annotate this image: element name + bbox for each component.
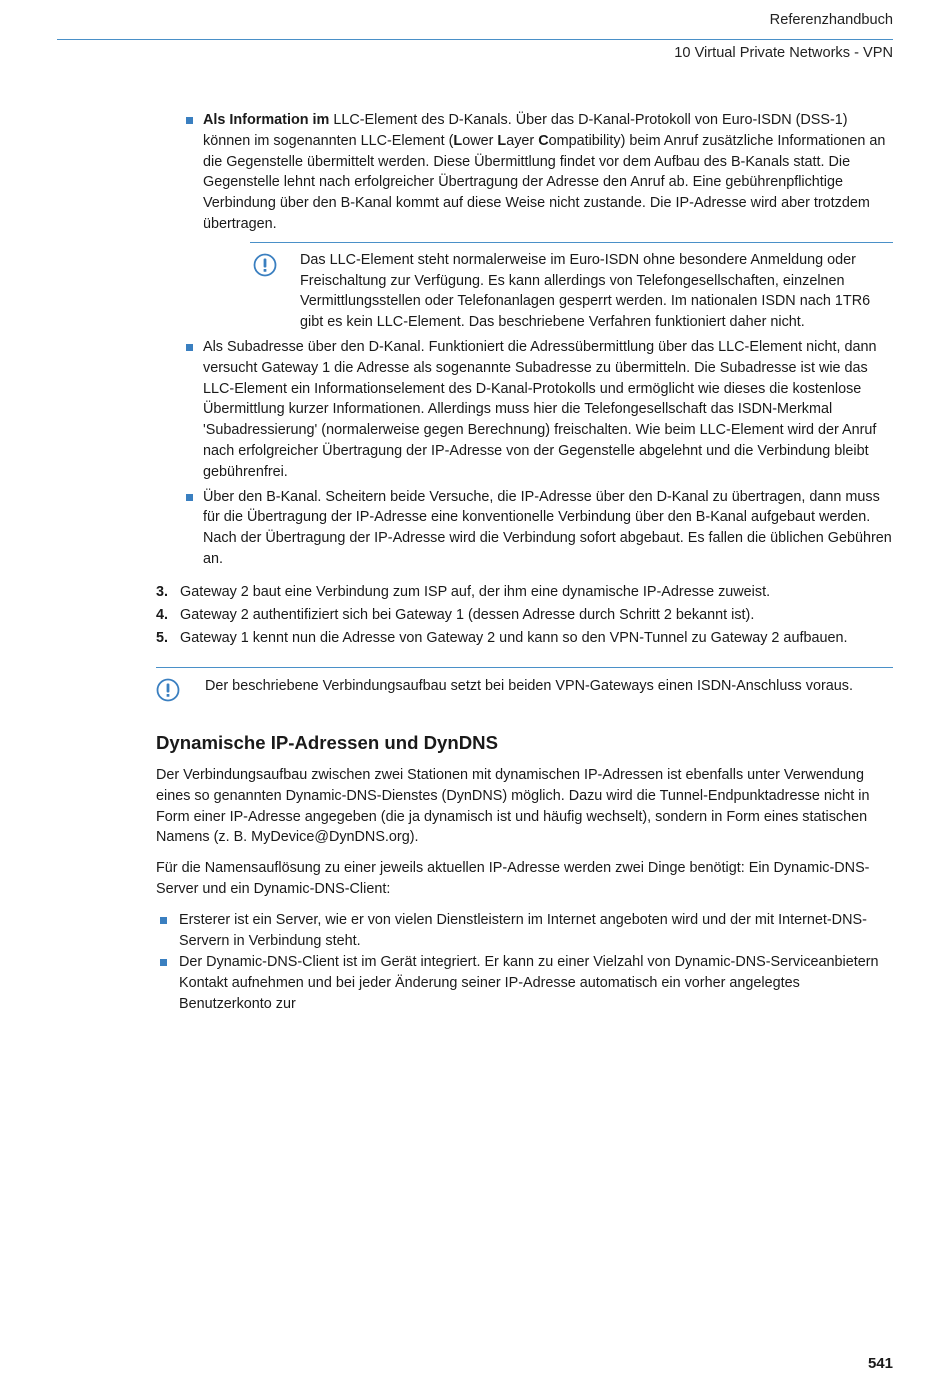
- square-bullet-icon: [186, 344, 193, 351]
- square-bullet-icon: [160, 917, 167, 924]
- bullet-lead: Als Information im: [203, 112, 330, 128]
- square-bullet-icon: [186, 494, 193, 501]
- square-bullet-icon: [160, 959, 167, 966]
- step-item: 3. Gateway 2 baut eine Verbindung zum ISP auf, der ihm eine dynamische IP-Adresse zuweist.: [156, 583, 771, 600]
- header-subtitle: 10 Virtual Private Networks - VPN: [674, 45, 893, 61]
- page-header: [674, 10, 893, 63]
- list-item: Über den B-Kanal. Scheitern beide Versuche, die IP-Adresse über den D-Kanal zu übertragen, dann muss für die Übertragung der IP-Adresse eine konventionelle Verbindung über den B-Kanal aufgebaut werden. Nach der Übertragung der IP-Adresse wird die Verbindung sofort abgebaut. Es fallen die üblichen Gebühren an.: [156, 487, 893, 570]
- note-isdn: [156, 667, 893, 697]
- header-title: Referenzhandbuch: [769, 12, 893, 28]
- note-text: Das LLC-Element steht normalerweise im Euro-ISDN ohne besondere Anmeldung oder Freischaltung zur Verfügung. Es kann allerdings von Telefongesellschaften, einzelnen Vermittlungsstellen oder Telefonanlagen gesperrt werden. Im nationalen ISDN nach 1TR6 gibt es kein LLC-Element. Das beschriebene Verfahren funktioniert daher nicht.: [300, 251, 871, 331]
- note-llc: [250, 242, 893, 333]
- exclamation-circle-icon: [253, 253, 277, 277]
- page-number: 541: [867, 1355, 893, 1372]
- list-item: Als Information im LLC-Element des D-Kanals. Über das D-Kanal-Protokoll von Euro-ISDN (DSS-1) können im sogenannten LLC-Element (Lower Layer Compatibility) beim Anruf zusätzliche Informationen an die Gegenstelle übermittelt werden. Diese Übermittlung findet vor dem Aufbau des B-Kanals statt. Die Gegenstelle lehnt nach erfolgreicher Übertragung der Adresse den Anruf ab. Eine gebührenpflichtige Verbindung über den B-Kanal kommt auf diese Weise nicht zustande. Die IP-Adresse wird aber trotzdem übertragen. Das LLC-Element steht normalerweise im Euro-ISDN ohne besondere Anmeldung oder Freischaltung zur Verfügung. Es kann allerdings von Telefongesellschaften, einzelnen Vermittlungsstellen oder Telefonanlagen gesperrt werden. Im nationalen ISDN nach 1TR6 gibt es kein LLC-Element. Das beschriebene Verfahren funktioniert daher nicht.: [156, 110, 893, 333]
- header-rule: [57, 39, 893, 40]
- list-item: Ersterer ist ein Server, wie er von vielen Dienstleistern im Internet angeboten wird und der mit Internet-DNS-Servern in Verbindung steht.: [156, 910, 893, 952]
- main-content: [156, 110, 893, 1016]
- exclamation-circle-icon: [156, 678, 180, 702]
- bullet-list-dyndns: [156, 910, 893, 1015]
- numbered-steps: [156, 582, 893, 649]
- square-bullet-icon: [186, 117, 193, 124]
- note-text: Der beschriebene Verbindungsaufbau setzt bei beiden VPN-Gateways einen ISDN-Anschluss voraus.: [205, 678, 853, 695]
- bullet-list-transmission: [156, 110, 893, 570]
- paragraph: Der Verbindungsaufbau zwischen zwei Stationen mit dynamischen IP-Adressen ist ebenfalls unter Verwendung eines so genannten Dynamic-DNS-Dienstes (DynDNS) möglich. Dazu wird die Tunnel-Endpunktadresse nicht in Form einer IP-Adresse angegeben (die ja dynamisch ist und häufig wechselt), sondern in Form eines statischen Namens (z. B. MyDevice@DynDNS.org).: [156, 766, 870, 846]
- step-item: 4. Gateway 2 authentifiziert sich bei Gateway 1 (dessen Adresse durch Schritt 2 bekannt ist).: [156, 607, 755, 624]
- list-item: Als Subadresse über den D-Kanal. Funktioniert die Adressübermittlung über das LLC-Element nicht, dann versucht Gateway 1 die Adresse als sogenannte Subadresse zu übermitteln. Die Subadresse ist wie das LLC-Element ein Informationselement des D-Kanal-Protokolls und ermöglicht wie dieses die kostenlose Übermittlung kurzer Informationen. Allerdings muss hier die Telefongesellschaft das ISDN-Merkmal 'Subadressierung' (normalerweise gegen Berechnung) freischalten. Wie beim LLC-Element wird der Anruf nach erfolgreicher Übertragung der IP-Adresse von der Gegenstelle abgelehnt und die Verbindung bleibt gebührenfrei.: [156, 337, 893, 483]
- list-item: Der Dynamic-DNS-Client ist im Gerät integriert. Er kann zu einer Vielzahl von Dynamic-DNS-Serviceanbietern Kontakt aufnehmen und bei jeder Änderung seiner IP-Adresse automatisch ein vorher angelegtes Benutzerkonto zur: [156, 952, 893, 1014]
- paragraph: Für die Namensauflösung zu einer jeweils aktuellen IP-Adresse werden zwei Dinge benötigt: Ein Dynamic-DNS-Server und ein Dynamic-DNS-Client:: [156, 860, 870, 897]
- step-item: 5. Gateway 1 kennt nun die Adresse von Gateway 2 und kann so den VPN-Tunnel zu Gateway 2 aufbauen.: [156, 630, 848, 647]
- section-heading: Dynamische IP-Adressen und DynDNS: [156, 731, 499, 753]
